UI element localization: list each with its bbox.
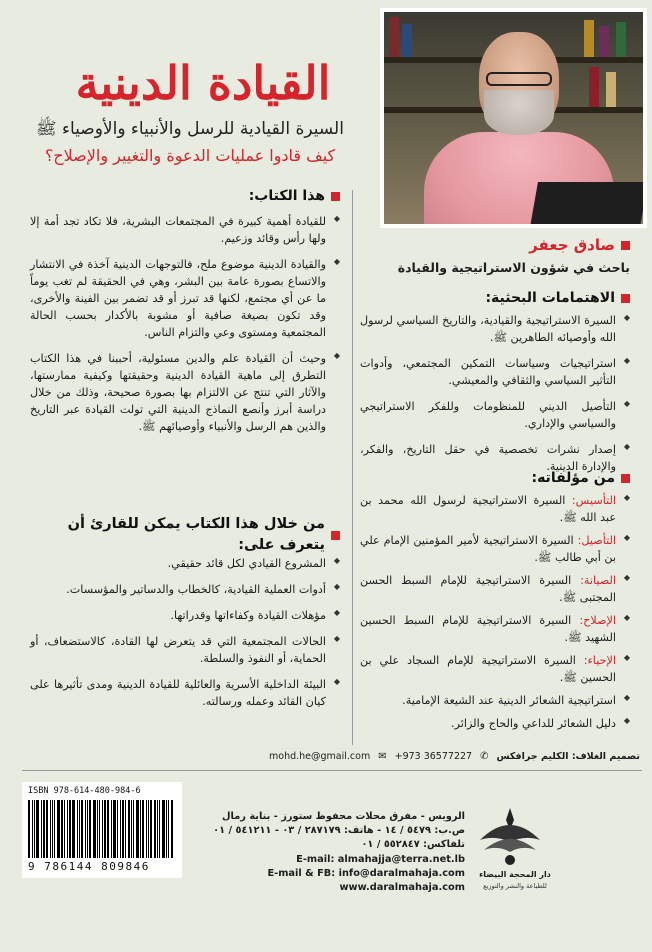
- barcode-bar: [41, 800, 42, 858]
- list-item: ◆ للقيادة أهمية كبيرة في المجتمعات البشرية، فلا تكاد تجد أمة إلا ولها رأس وقائد وزعيم.: [30, 213, 340, 247]
- barcode-bar: [85, 800, 86, 858]
- barcode-bar: [57, 800, 60, 858]
- barcode-bar: [46, 800, 48, 858]
- address-line: www.daralmahaja.com: [339, 882, 465, 894]
- address-line: E-mail: almahajja@terra.net.lb: [296, 853, 465, 865]
- list-item: ◆ أدوات العملية القيادية، كالخطاب والدساتير والمؤسسات.: [30, 581, 340, 598]
- barcode-bar: [89, 800, 91, 858]
- interests-list: [360, 312, 630, 484]
- barcode-bar: [79, 800, 80, 858]
- list-item: ◆ الحالات المجتمعية التي قد يتعرض لها القادة، كالاستضعاف، أو الحماية، أو النفوذ والسلطة.: [30, 633, 340, 667]
- address-line: ص.ب: ٥٤٧٩ / ١٤ - هاتف: ٢٨٧١٧٩ / ٠٣ - ٥٤١٢١١ / ٠١: [213, 825, 465, 837]
- barcode-bar: [36, 800, 39, 858]
- book-subtitle: السيرة القيادية للرسل والأنبياء والأوصياء ﷺ: [36, 119, 344, 139]
- barcode-bar: [64, 800, 65, 858]
- bullet-square-icon: [331, 192, 340, 201]
- barcode-bar: [136, 800, 139, 858]
- book-question: كيف قادوا عمليات الدعوة والتغيير والإصلاح؟: [44, 146, 336, 165]
- barcode-bar: [133, 800, 134, 858]
- barcode-bar: [61, 800, 63, 858]
- barcode-bar: [54, 800, 55, 858]
- barcode-bar: [97, 800, 98, 858]
- barcode-bar: [113, 800, 116, 858]
- footer-divider: [22, 770, 642, 771]
- column-divider: [352, 190, 353, 745]
- list-item: ◆ الإصلاح: السيرة الاستراتيجية للإمام السبط الحسين الشهيد ﷺ.: [360, 612, 630, 646]
- email-icon: ✉: [378, 751, 387, 762]
- bullet-square-icon: [331, 531, 340, 540]
- bullet-square-icon: [621, 241, 630, 250]
- barcode-bar: [102, 800, 103, 858]
- barcode-bar: [77, 800, 78, 858]
- learn-heading: من خلال هذا الكتاب يمكن للقارئ أن يتعرف على:: [30, 514, 340, 556]
- barcode-bar: [81, 800, 83, 858]
- barcode-bar: [168, 800, 169, 858]
- list-item: ◆ التأسيس: السيرة الاستراتيجية لرسول الله محمد بن عبد الله ﷺ.: [360, 492, 630, 526]
- barcode-bar: [171, 800, 173, 858]
- publisher-name: دار المحجة البيضاء: [479, 870, 551, 879]
- barcode-bar: [28, 800, 30, 858]
- bullet-square-icon: [621, 294, 630, 303]
- list-item: ◆ دليل الشعائر للداعي والحاج والزائر.: [360, 715, 630, 732]
- book-title: القيادة الدينية: [75, 56, 331, 110]
- barcode-bar: [162, 800, 165, 858]
- author-description: باحث في شؤون الاستراتيجية والقيادة: [397, 260, 630, 275]
- publisher-subtitle: للطباعة والنشر والتوزيع: [483, 882, 547, 890]
- about-list: [30, 213, 340, 444]
- list-item: ◆ الإحياء: السيرة الاستراتيجية للإمام السجاد علي بن الحسين ﷺ.: [360, 652, 630, 686]
- barcode-bar: [150, 800, 152, 858]
- barcode-bar: [154, 800, 156, 858]
- list-item: ◆ البيئة الداخلية الأسرية والعائلية للقيادة الدينية ومدى تأثيرها على كيان القائد وعمله ورسالته.: [30, 676, 340, 710]
- list-item: ◆ التأصيل الديني للمنظومات وللفكر الاستراتيجي والسياسي والإداري.: [360, 398, 630, 432]
- list-item: ◆ المشروع القيادي لكل قائد حقيقي.: [30, 555, 340, 572]
- list-item: ◆ التأصيل: السيرة الاستراتيجية لأمير المؤمنين الإمام علي بن أبي طالب ﷺ.: [360, 532, 630, 566]
- barcode-bars: [28, 800, 176, 858]
- address-line: E-mail & FB: info@daralmahaja.com: [267, 867, 465, 879]
- design-credit: تصميم الغلاف: الكليم جرافكس: [496, 751, 640, 762]
- list-item: ◆ والقيادة الدينية موضوع ملح، فالتوجهات الدينية آخذة في الانتشار والاتساع بصورة عامة بين البشر، وهي في الحقيقة لم تغب يوماً ما عن أي مجتمع، لكنها قد تبرز أو قد تضمر بين الفينة والأخرى، وقد تكون بصيغة صافية أو مشوبة بالأكدار بحسب الحالة المجتمعية ومستوى وعي والتزام الناس.: [30, 256, 340, 341]
- barcode-bar: [120, 800, 121, 858]
- barcode-bar: [93, 800, 96, 858]
- author-photo: [380, 8, 647, 228]
- credit-email: mohd.he@gmail.com: [269, 751, 371, 762]
- publisher-address: [213, 810, 465, 895]
- barcode-bar: [146, 800, 147, 858]
- barcode-bar: [50, 800, 51, 858]
- learn-list: [30, 555, 340, 719]
- barcode-bar: [131, 800, 132, 858]
- barcode-bar: [104, 800, 106, 858]
- barcode-bar: [128, 800, 130, 858]
- barcode-bar: [117, 800, 118, 858]
- list-item: ◆ مؤهلات القيادة وكفاءاتها وقدراتها.: [30, 607, 340, 624]
- list-item: ◆ استراتيجيات وسياسات التمكين المجتمعي، وأدوات التأثير السياسي والثقافي والمعيشي.: [360, 355, 630, 389]
- barcode-bar: [69, 800, 71, 858]
- barcode-bar: [99, 800, 100, 858]
- barcode-bar: [34, 800, 35, 858]
- whatsapp-icon: ✆: [480, 751, 489, 762]
- barcode-bar: [140, 800, 141, 858]
- address-line: الرويس - مفرق محلات محفوظ ستورز - بناية رمال: [222, 811, 465, 822]
- about-heading: هذا الكتاب:: [30, 188, 340, 204]
- barcode-bar: [148, 800, 149, 858]
- bullet-square-icon: [621, 474, 630, 483]
- works-heading: من مؤلفاته:: [360, 470, 630, 486]
- list-item: ◆ إصدار نشرات تخصصية في حقل التاريخ، والفكر، والإدارة الدينية.: [360, 441, 630, 475]
- list-item: ◆ الصيانة: السيرة الاستراتيجية للإمام السبط الحسن المجتبى ﷺ.: [360, 572, 630, 606]
- list-item: ◆ استراتيجية الشعائر الدينية عند الشيعة الإمامية.: [360, 692, 630, 709]
- barcode-bar: [107, 800, 109, 858]
- barcode-bar: [159, 800, 160, 858]
- barcode-bar: [142, 800, 144, 858]
- barcode-bar: [111, 800, 112, 858]
- barcode-bar: [52, 800, 53, 858]
- list-item: ◆ السيرة الاستراتيجية والقيادية، والتاريخ السياسي لرسول الله وأوصيائه الطاهرين ﷺ.: [360, 312, 630, 346]
- list-item: ◆ وحيث أن القيادة علم والدين مسئولية، أحببنا في هذا الكتاب التطرق إلى ماهية القيادة الدينية وحقيقتها وكيفية ممارستها، والآثار التي تنتج عن الالتزام بها بصورة صحيحة، وذلك من خلال دراسة أبرز وأنصع النماذج الدينية التي تولت القيادة عبر التاريخ والذين هم الرسل والأنبياء وأوصيائهم ﷺ.: [30, 350, 340, 435]
- barcode-bar: [72, 800, 75, 858]
- ean-number: 9 786144 809846: [28, 860, 150, 873]
- interests-heading: الاهتمامات البحثية:: [360, 290, 630, 306]
- barcode: [22, 782, 182, 878]
- cover-credits: [200, 751, 640, 762]
- phone-number: +973 36577227: [394, 751, 473, 762]
- isbn-number: ISBN 978-614-480-984-6: [28, 786, 141, 796]
- publisher-logo-icon: [470, 800, 550, 870]
- barcode-bar: [122, 800, 124, 858]
- address-line: تلفاكس: ٥٥٢٨٤٧ / ٠١: [361, 839, 465, 851]
- barcode-bar: [87, 800, 88, 858]
- barcode-bar: [125, 800, 126, 858]
- author-name: صادق جعفر: [360, 236, 630, 254]
- works-list: [360, 492, 630, 738]
- barcode-bar: [157, 800, 158, 858]
- barcode-bar: [166, 800, 167, 858]
- barcode-bar: [43, 800, 45, 858]
- barcode-bar: [32, 800, 33, 858]
- barcode-bar: [67, 800, 68, 858]
